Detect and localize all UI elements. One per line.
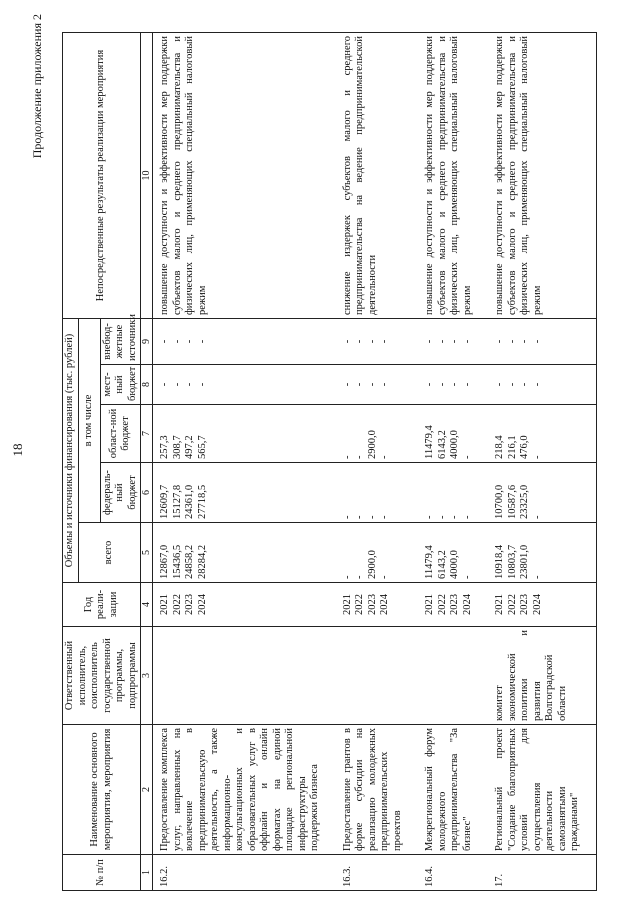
total-value: 2900,0 (366, 550, 378, 579)
regional-cell (336, 405, 419, 463)
extrabudget-cell (336, 319, 419, 365)
year-value: 2023 (449, 594, 460, 615)
activity-name: Межрегиональный форум молодежного предпринимательства "За бизнес" (418, 725, 488, 855)
extrabudget-value: - (379, 339, 390, 344)
column-number: 4 (141, 583, 153, 627)
table-row (336, 33, 419, 891)
year-value: 2024 (461, 594, 473, 615)
result-text: повышение доступности и эффективности мер поддержки субъектов малого и среднего предпринимательства и физических лиц, применяющих специальный налоговый режим (418, 33, 488, 319)
year-value: 2021 (341, 594, 353, 615)
federal-cell (488, 463, 596, 523)
page-number: 18 (10, 443, 25, 457)
year-value: 2021 (159, 594, 170, 615)
header-local: мест-ный бюджет (100, 365, 141, 405)
year-value: 2024 (196, 594, 208, 615)
header-funding-group: Объемы и источники финансирования (тыс. рублей) (63, 319, 79, 583)
year-value: 2021 (494, 594, 505, 615)
extrabudget-value: - (506, 339, 518, 344)
local-value: - (379, 382, 390, 387)
federal-value: - (379, 515, 390, 519)
column-number: 7 (141, 405, 153, 463)
regional-value: - (379, 455, 390, 459)
local-cell (336, 365, 419, 405)
executor: комитет экономической политики и развития Волгоградской области (488, 627, 596, 725)
local-value: - (449, 382, 460, 387)
extrabudget-value: - (171, 339, 183, 344)
column-number: 2 (141, 725, 153, 855)
total-value: 11479,4 (424, 545, 435, 579)
local-value: - (184, 382, 195, 387)
local-value: - (341, 382, 353, 387)
federal-value: - (531, 515, 543, 519)
federal-value: 27718,5 (196, 484, 208, 519)
extrabudget-value: - (531, 339, 543, 344)
regional-cell (153, 405, 336, 463)
total-value: - (379, 575, 390, 579)
extrabudget-value: - (436, 339, 448, 344)
executor (418, 627, 488, 725)
federal-value: 23325,0 (519, 484, 530, 519)
activity-name: Региональный проект "Создание благоприятных условий для осуществления деятельности самозанятыми гражданами" (488, 725, 596, 855)
extrabudget-value: - (184, 339, 195, 344)
appendix-continuation: Продолжение приложения 2 (30, 14, 44, 159)
regional-value: 257,3 (159, 435, 170, 459)
local-value: - (171, 382, 183, 387)
federal-cell (153, 463, 336, 523)
column-number: 6 (141, 463, 153, 523)
federal-value: - (366, 515, 378, 519)
column-number: 3 (141, 627, 153, 725)
executor (336, 627, 419, 725)
extrabudget-cell (488, 319, 596, 365)
extrabudget-value: - (461, 339, 473, 344)
extrabudget-value: - (196, 339, 208, 344)
column-number: 1 (141, 855, 153, 891)
total-value: - (531, 575, 543, 579)
regional-value: 4000,0 (449, 430, 460, 459)
regional-value: - (341, 455, 353, 459)
years-cell (418, 583, 488, 627)
years-cell (336, 583, 419, 627)
funding-table (62, 32, 597, 891)
extrabudget-value: - (424, 339, 435, 344)
regional-value: 565,7 (196, 435, 208, 459)
total-value: - (354, 575, 365, 579)
extrabudget-value: - (366, 339, 378, 344)
local-cell (418, 365, 488, 405)
regional-cell (418, 405, 488, 463)
regional-value: 497,2 (184, 435, 195, 459)
federal-value: 12609,7 (159, 484, 170, 519)
federal-value: - (449, 515, 460, 519)
total-value: 6143,2 (436, 550, 448, 579)
total-value: 10918,4 (494, 544, 505, 579)
row-number: 16.2. (153, 855, 336, 891)
header-federal: федераль-ный бюджет (100, 463, 141, 523)
total-value: - (341, 575, 353, 579)
regional-value: 6143,2 (436, 430, 448, 459)
federal-value: - (424, 515, 435, 519)
regional-value: 216,1 (506, 435, 518, 459)
table-row (153, 33, 336, 891)
federal-value: - (436, 515, 448, 519)
activity-name: Предоставление комплекса услуг, направленных на вовлечение в предпринимательскую деятельность, а также информационно-консультационных и образовательных услуг в оффлайн и онлайн форматах на единой площадке региональной инфраструктуры поддержки бизнеса (153, 725, 336, 855)
local-cell (153, 365, 336, 405)
extrabudget-value: - (341, 339, 353, 344)
federal-value: 15127,8 (171, 484, 183, 519)
local-value: - (494, 382, 505, 387)
extrabudget-cell (418, 319, 488, 365)
row-number: 16.4. (418, 855, 488, 891)
extrabudget-value: - (159, 339, 170, 344)
years-cell (153, 583, 336, 627)
federal-value: - (461, 515, 473, 519)
year-value: 2022 (354, 594, 365, 615)
local-value: - (519, 382, 530, 387)
header-regional: област-ной бюджет (100, 405, 141, 463)
total-value: 28284,2 (196, 544, 208, 579)
federal-value: - (341, 515, 353, 519)
extrabudget-value: - (354, 339, 365, 344)
regional-value: - (461, 455, 473, 459)
year-value: 2024 (379, 594, 390, 615)
extrabudget-cell (153, 319, 336, 365)
year-value: 2023 (519, 594, 530, 615)
activity-name: Предоставление грантов в форме субсидии на реализацию молодежных предпринимательских проектов (336, 725, 419, 855)
result-text: снижение издержек субъектов малого и среднего предпринимательства на ведение предпринимательской деятельности (336, 33, 419, 319)
column-number: 5 (141, 523, 153, 583)
regional-value: 218,4 (494, 435, 505, 459)
local-value: - (159, 382, 170, 387)
header-executor: Ответственный исполнитель, соисполнитель государственной программы, подпрограммы (63, 627, 141, 725)
local-value: - (196, 382, 208, 387)
year-value: 2023 (184, 594, 195, 615)
result-text: повышение доступности и эффективности мер поддержки субъектов малого и среднего предпринимательства и физических лиц, применяющих специальный налоговый режим (153, 33, 336, 319)
row-number: 16.3. (336, 855, 419, 891)
years-cell (488, 583, 596, 627)
local-value: - (461, 382, 473, 387)
regional-value: 11479,4 (424, 425, 435, 459)
column-number: 9 (141, 319, 153, 365)
extrabudget-value: - (449, 339, 460, 344)
extrabudget-value: - (519, 339, 530, 344)
column-number: 10 (141, 33, 153, 319)
header-number: № п/п (63, 855, 141, 891)
federal-value: 10587,6 (506, 484, 518, 519)
total-value: 4000,0 (449, 550, 460, 579)
total-value: 10803,7 (506, 544, 518, 579)
regional-value: 2900,0 (366, 430, 378, 459)
federal-cell (336, 463, 419, 523)
local-value: - (366, 382, 378, 387)
table-row (488, 33, 596, 891)
header-extrabudget: внебюд-жетные источники (100, 319, 141, 365)
regional-value: - (354, 455, 365, 459)
total-value: 15436,5 (171, 544, 183, 579)
federal-value: 10700,0 (494, 484, 505, 519)
result-text: повышение доступности и эффективности мер поддержки субъектов малого и среднего предпринимательства и физических лиц, применяющих специальный налоговый режим (488, 33, 596, 319)
local-value: - (354, 382, 365, 387)
federal-value: 24361,0 (184, 484, 195, 519)
extrabudget-value: - (494, 339, 505, 344)
regional-value: - (531, 455, 543, 459)
local-value: - (424, 382, 435, 387)
total-cell (153, 523, 336, 583)
year-value: 2022 (436, 594, 448, 615)
year-value: 2024 (531, 594, 543, 615)
local-value: - (436, 382, 448, 387)
header-year: Год реали-зации (63, 583, 141, 627)
local-value: - (506, 382, 518, 387)
header-total: всего (78, 523, 141, 583)
header-results: Непосредственные результаты реализации мероприятия (63, 33, 141, 319)
total-value: 23801,0 (519, 544, 530, 579)
header-activity-name: Наименование основного мероприятия, мероприятия (63, 725, 141, 855)
header-including: в том числе (78, 319, 100, 523)
total-value: - (461, 575, 473, 579)
year-value: 2022 (506, 594, 518, 615)
total-value: 12867,0 (159, 544, 170, 579)
federal-value: - (354, 515, 365, 519)
regional-value: 476,0 (519, 435, 530, 459)
year-value: 2022 (171, 594, 183, 615)
year-value: 2023 (366, 594, 378, 615)
local-value: - (531, 382, 543, 387)
table-row (418, 33, 488, 891)
total-cell (418, 523, 488, 583)
row-number: 17. (488, 855, 596, 891)
total-cell (488, 523, 596, 583)
federal-cell (418, 463, 488, 523)
column-number: 8 (141, 365, 153, 405)
regional-cell (488, 405, 596, 463)
total-value: 24858,2 (184, 544, 195, 579)
year-value: 2021 (424, 594, 435, 615)
local-cell (488, 365, 596, 405)
executor (153, 627, 336, 725)
regional-value: 308,7 (171, 435, 183, 459)
total-cell (336, 523, 419, 583)
